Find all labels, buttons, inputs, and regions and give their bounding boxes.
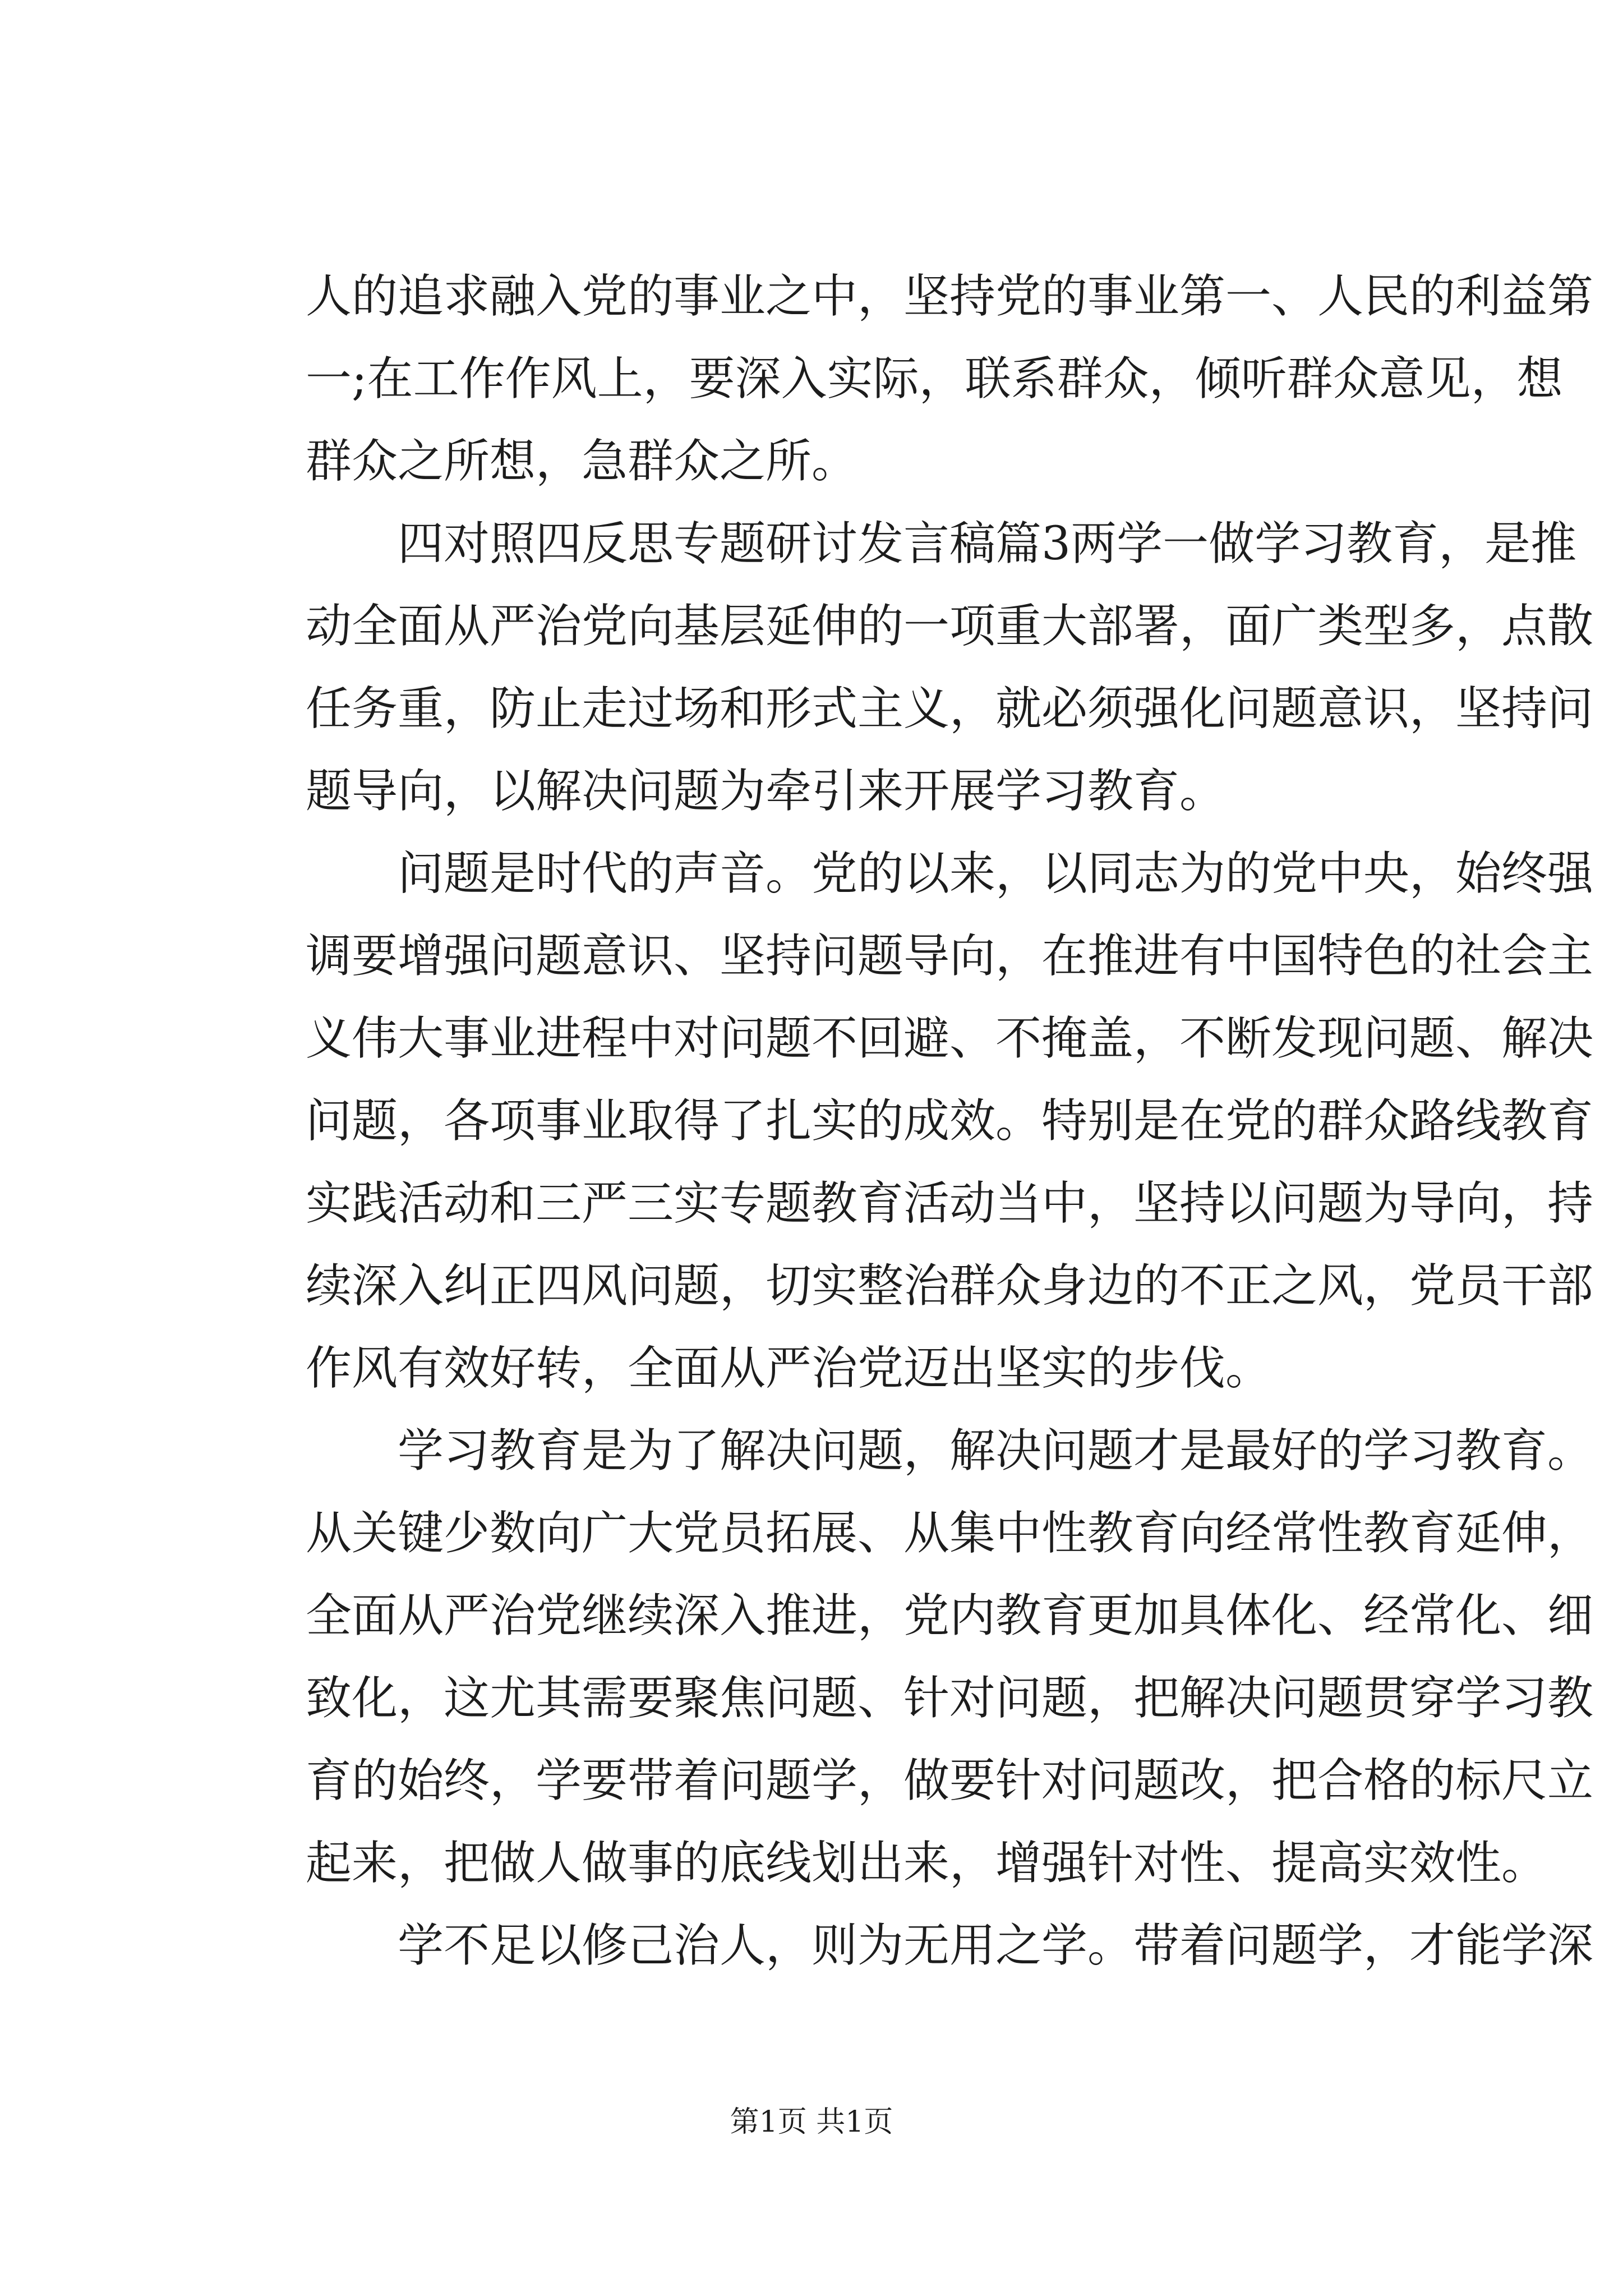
text-line: 问题是时代的声音。党的以来，以同志为的党中央，始终强	[306, 847, 1594, 900]
text-line: 起来，把做人做事的底线划出来，增强针对性、提高实效性。	[306, 1837, 1548, 1890]
text-line: 从关键少数向广大党员拓展、从集中性教育向经常性教育延伸，	[306, 1507, 1594, 1560]
text-line: 全面从严治党继续深入推进，党内教育更加具体化、经常化、细	[306, 1589, 1594, 1642]
text-line: 育的始终，学要带着问题学，做要针对问题改，把合格的标尺立	[306, 1754, 1594, 1807]
text-line: 动全面从严治党向基层延伸的一项重大部署，面广类型多，点散	[306, 600, 1594, 653]
text-line: 续深入纠正四风问题，切实整治群众身边的不正之风，党员干部	[306, 1259, 1594, 1313]
text-line: 任务重，防止走过场和形式主义，就必须强化问题意识，坚持问	[306, 682, 1594, 735]
text-line: 调要增强问题意识、坚持问题导向，在推进有中国特色的社会主	[306, 930, 1594, 983]
text-line: 实践活动和三严三实专题教育活动当中，坚持以问题为导向，持	[306, 1177, 1594, 1230]
text-line: 群众之所想，急群众之所。	[306, 435, 858, 488]
text-line: 学习教育是为了解决问题，解决问题才是最好的学习教育。	[306, 1424, 1594, 1478]
text-line: 四对照四反思专题研讨发言稿篇3两学一做学习教育，是推	[306, 517, 1577, 570]
text-line: 作风有效好转，全面从严治党迈出坚实的步伐。	[306, 1342, 1272, 1395]
text-line: 致化，这尤其需要聚焦问题、针对问题，把解决问题贯穿学习教	[306, 1672, 1594, 1725]
text-line: 题导向，以解决问题为牵引来开展学习教育。	[306, 765, 1226, 818]
text-line: 义伟大事业进程中对问题不回避、不掩盖，不断发现问题、解决	[306, 1012, 1594, 1065]
body-text	[306, 255, 1594, 1987]
text-line: 学不足以修己治人，则为无用之学。带着问题学，才能学深	[306, 1919, 1594, 1972]
page-footer: 第1页 共1页	[730, 2105, 893, 2139]
text-line: 一;在工作作风上，要深入实际，联系群众，倾听群众意见，想	[306, 352, 1563, 406]
text-line: 问题，各项事业取得了扎实的成效。特别是在党的群众路线教育	[306, 1094, 1594, 1148]
text-line: 人的追求融入党的事业之中，坚持党的事业第一、人民的利益第	[306, 270, 1594, 323]
